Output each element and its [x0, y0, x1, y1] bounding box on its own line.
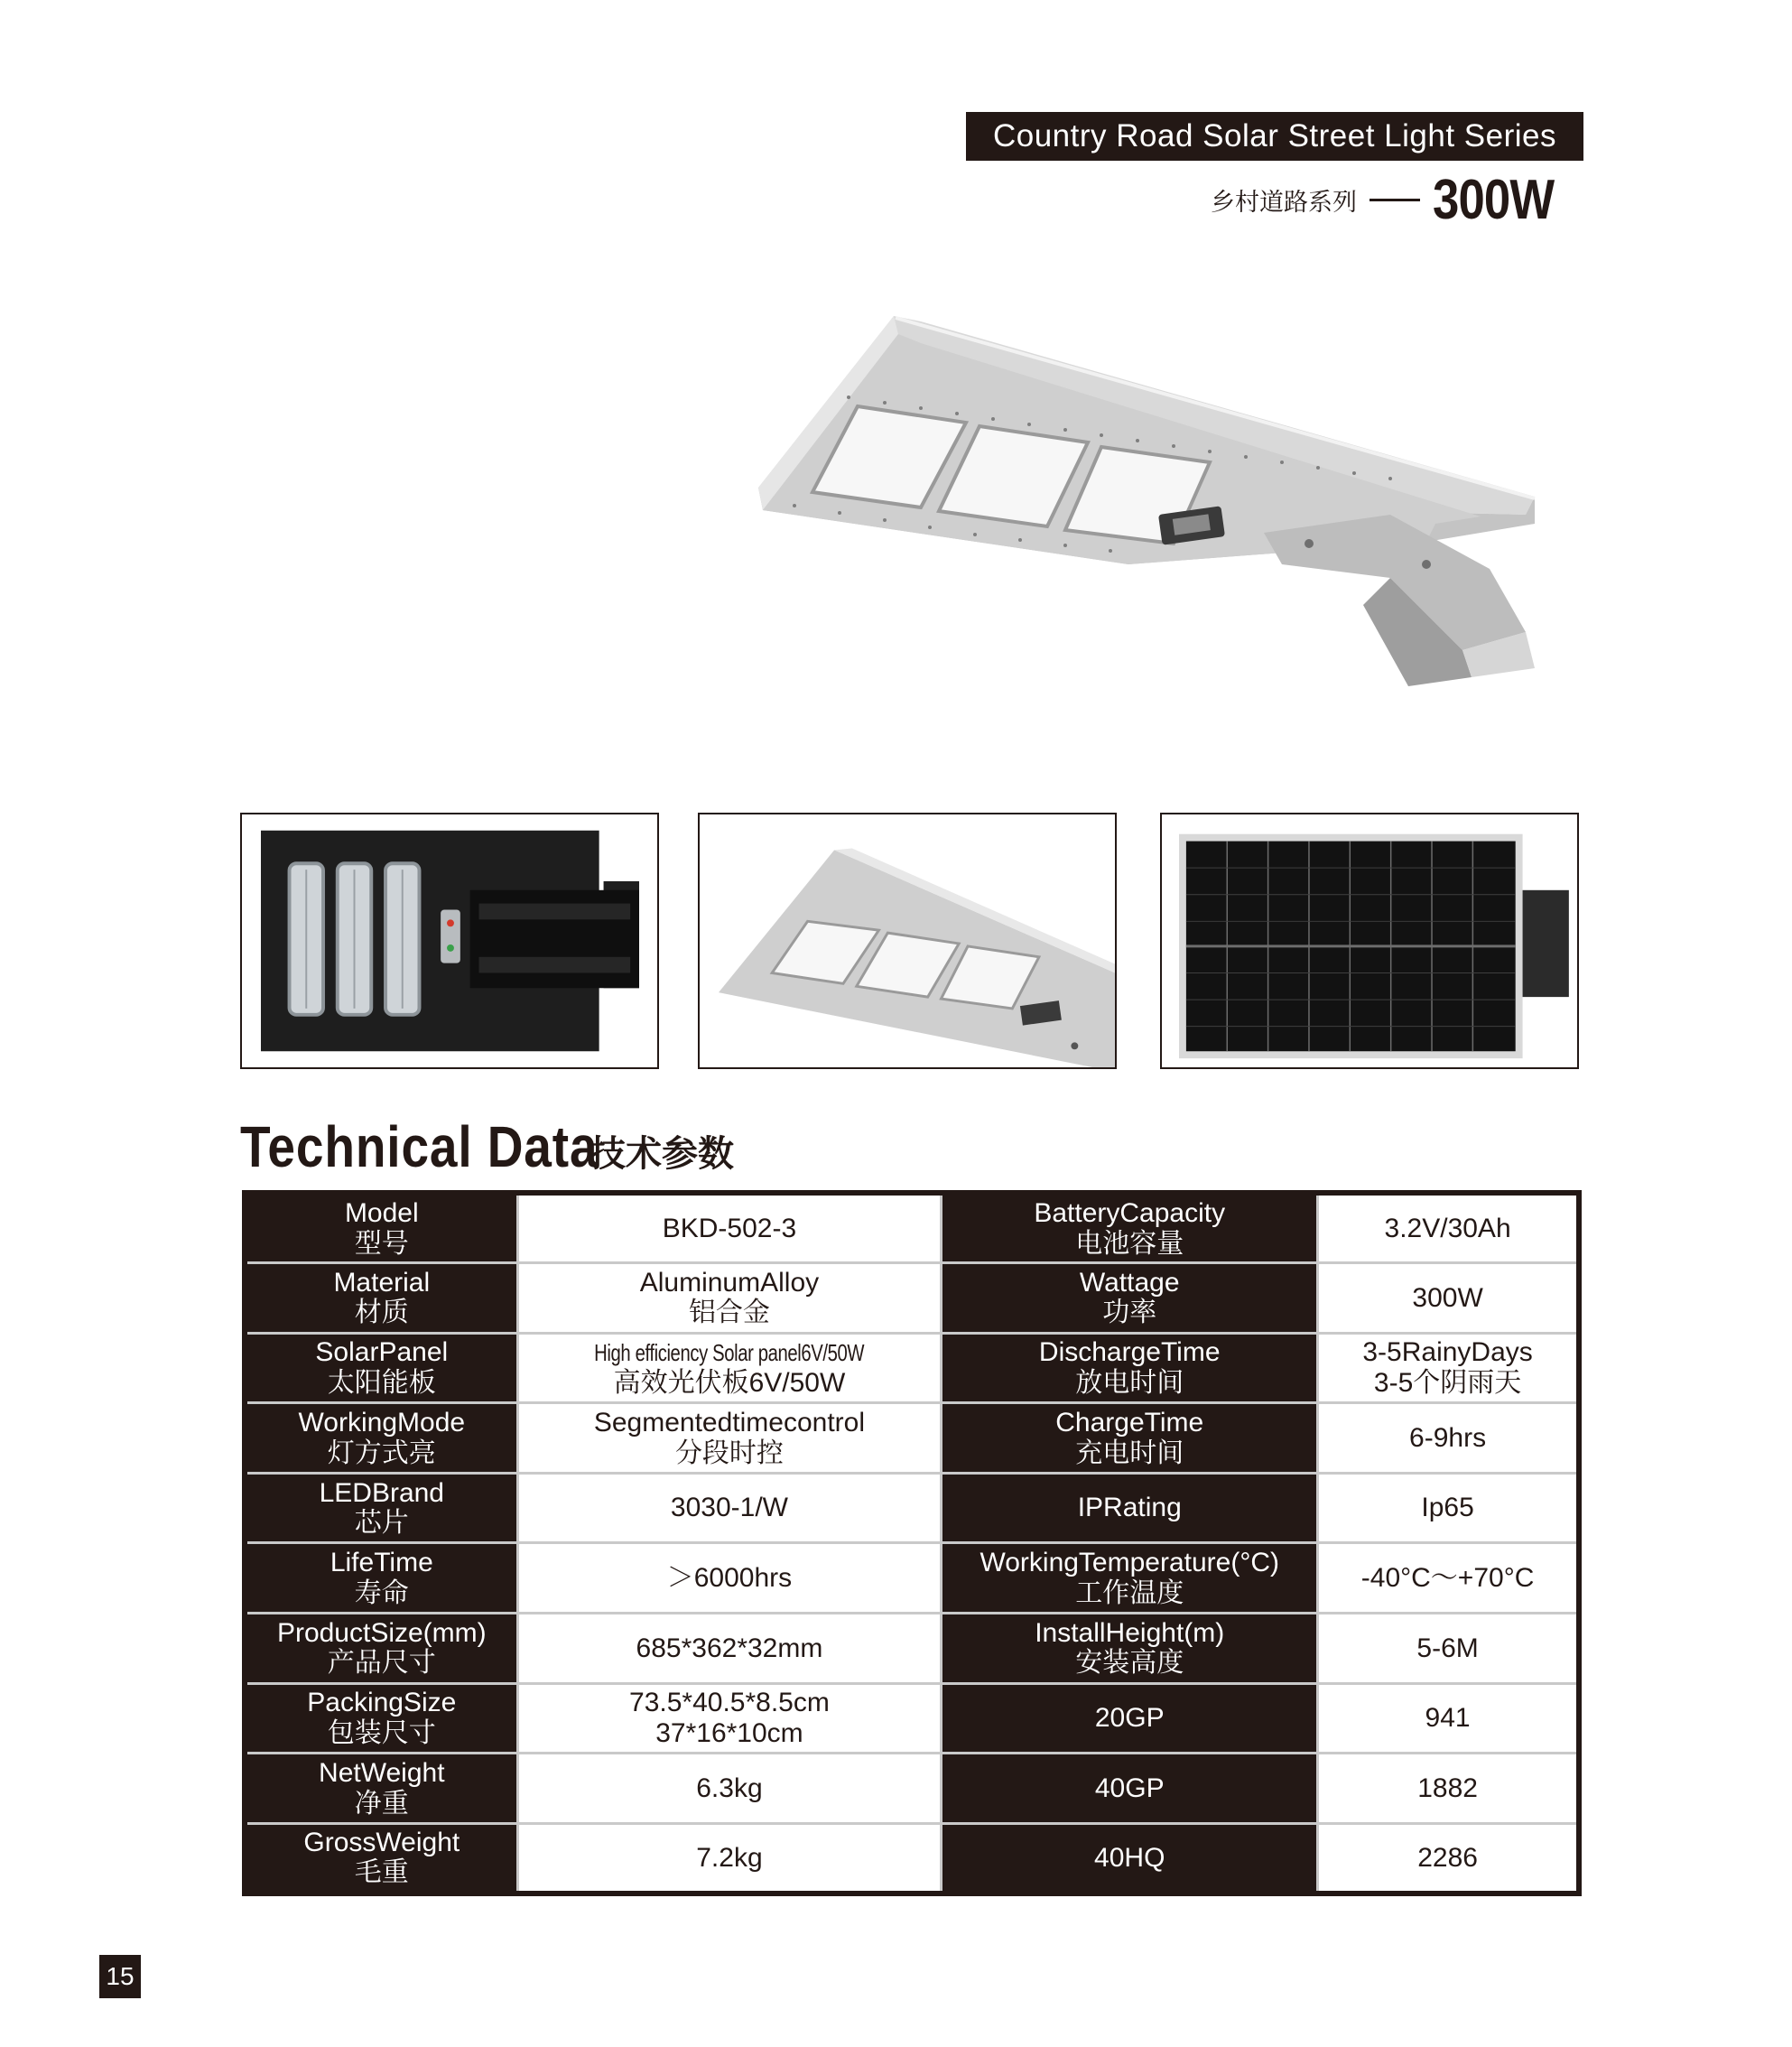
spec-value: 685*362*32mm: [517, 1614, 942, 1684]
spec-value: High efficiency Solar panel6V/50W 高效光伏板6V/50W: [517, 1333, 942, 1403]
spec-label: LEDBrand 芯片: [245, 1473, 517, 1543]
spec-value: 300W: [1318, 1263, 1579, 1334]
spec-table: [242, 1190, 1582, 1896]
spec-label: PackingSize 包装尺寸: [245, 1683, 517, 1754]
spec-label: WorkingMode 灯方式亮: [245, 1403, 517, 1474]
street-light-illustration: [740, 307, 1598, 713]
spec-value: 941: [1318, 1683, 1579, 1754]
technical-data-heading: [240, 1114, 734, 1179]
spec-value: 73.5*40.5*8.5cm 37*16*10cm: [517, 1683, 942, 1754]
spec-label: Material 材质: [245, 1263, 517, 1334]
thumbnail-front-view: [240, 813, 659, 1069]
led-modules-image: [242, 814, 657, 1067]
hero-product-image: [740, 307, 1598, 713]
table-row: [245, 1543, 1579, 1614]
spec-value: 3030-1/W: [517, 1473, 942, 1543]
wattage-heading: 300W: [1433, 168, 1555, 231]
table-row: [245, 1473, 1579, 1543]
spec-label: 20GP: [942, 1683, 1318, 1754]
table-row: [245, 1193, 1579, 1263]
series-title-banner: Country Road Solar Street Light Series: [966, 112, 1583, 161]
spec-label: WorkingTemperature(°C) 工作温度: [942, 1543, 1318, 1614]
table-row: [245, 1823, 1579, 1893]
thumbnail-solar-panel-view: [1160, 813, 1579, 1069]
technical-data-title: Technical Data: [240, 1114, 599, 1179]
page-number: 15: [99, 1955, 141, 1998]
spec-label: InstallHeight(m) 安装高度: [942, 1614, 1318, 1684]
spec-value: AluminumAlloy 铝合金: [517, 1263, 942, 1334]
spec-value: 6-9hrs: [1318, 1403, 1579, 1474]
series-cn-label: 乡村道路系列: [1211, 188, 1358, 216]
spec-value: 6.3kg: [517, 1754, 942, 1824]
table-row: [245, 1614, 1579, 1684]
angled-led-image: [700, 814, 1115, 1067]
spec-value: Segmentedtimecontrol 分段时控: [517, 1403, 942, 1474]
table-row: [245, 1333, 1579, 1403]
spec-value: Ip65: [1318, 1473, 1579, 1543]
spec-label: 40HQ: [942, 1823, 1318, 1893]
spec-value: 5-6M: [1318, 1614, 1579, 1684]
spec-value: 2286: [1318, 1823, 1579, 1893]
table-row: [245, 1683, 1579, 1754]
spec-value: -40°C～+70°C: [1318, 1543, 1579, 1614]
spec-value: 1882: [1318, 1754, 1579, 1824]
spec-value: 3.2V/30Ah: [1318, 1193, 1579, 1263]
spec-label: 40GP: [942, 1754, 1318, 1824]
spec-label: Wattage 功率: [942, 1263, 1318, 1334]
spec-value: BKD-502-3: [517, 1193, 942, 1263]
spec-label: ChargeTime 充电时间: [942, 1403, 1318, 1474]
spec-label: IPRating: [942, 1473, 1318, 1543]
technical-data-title-cn: 技术参数: [589, 1134, 734, 1174]
spec-label: LifeTime 寿命: [245, 1543, 517, 1614]
thumbnail-angled-view: [698, 813, 1117, 1069]
spec-label: BatteryCapacity 电池容量: [942, 1193, 1318, 1263]
spec-value: ＞6000hrs: [517, 1543, 942, 1614]
table-row: [245, 1263, 1579, 1334]
solar-panel-image: [1162, 814, 1577, 1067]
subtitle-divider: [1370, 199, 1420, 201]
spec-label: SolarPanel 太阳能板: [245, 1333, 517, 1403]
spec-label: Model 型号: [245, 1193, 517, 1263]
series-subtitle: [1211, 168, 1575, 231]
table-row: [245, 1754, 1579, 1824]
spec-value: 3-5RainyDays 3-5个阴雨天: [1318, 1333, 1579, 1403]
spec-label: DischargeTime 放电时间: [942, 1333, 1318, 1403]
table-row: [245, 1403, 1579, 1474]
spec-label: NetWeight 净重: [245, 1754, 517, 1824]
spec-label: GrossWeight 毛重: [245, 1823, 517, 1893]
spec-value: 7.2kg: [517, 1823, 942, 1893]
spec-label: ProductSize(mm) 产品尺寸: [245, 1614, 517, 1684]
